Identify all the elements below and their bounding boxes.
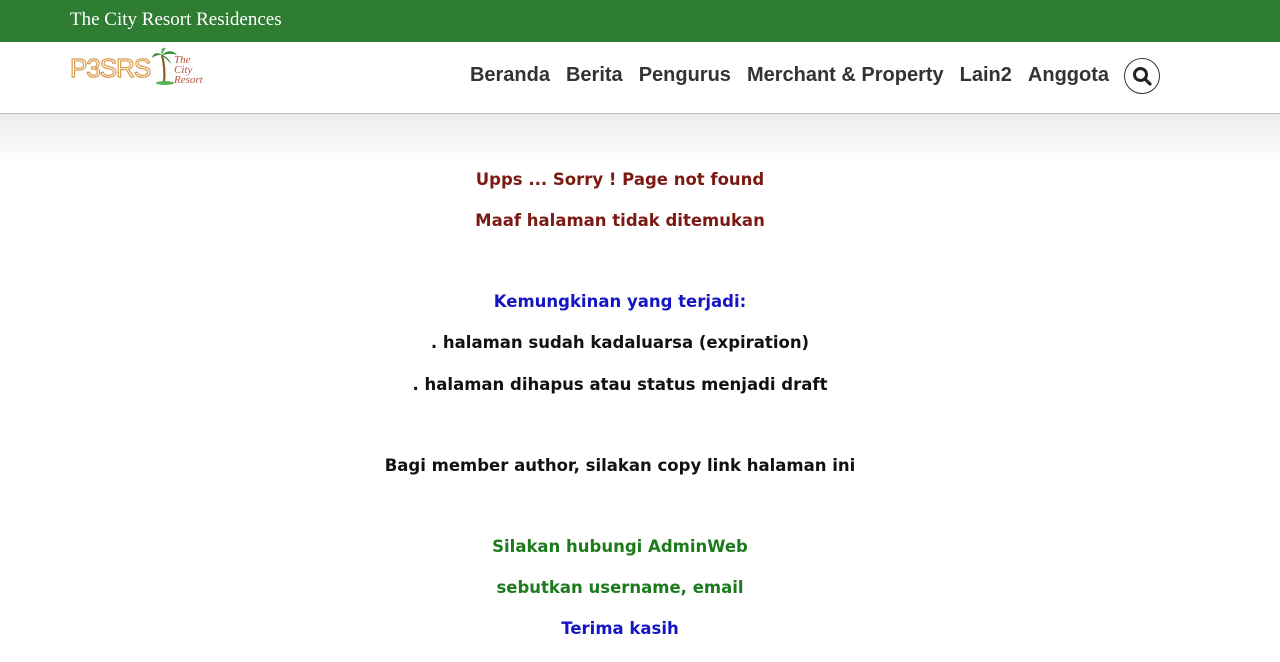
nav-item-beranda[interactable]: Beranda xyxy=(469,64,550,86)
nav-item-anggota[interactable]: Anggota xyxy=(1027,64,1109,86)
contact-admin: Silakan hubungi AdminWeb xyxy=(492,537,748,556)
thanks-text: Terima kasih xyxy=(561,619,679,638)
member-note: Bagi member author, silakan copy link halaman ini xyxy=(384,456,856,475)
logo-text: P3SRS xyxy=(70,53,151,83)
cause-expired: . halaman sudah kadaluarsa (expiration) xyxy=(430,333,810,352)
main-nav xyxy=(470,64,1109,87)
site-logo[interactable] xyxy=(70,47,210,87)
contact-details: sebutkan username, email xyxy=(496,578,744,597)
nav-item-lain2[interactable]: Lain2 xyxy=(959,64,1012,86)
site-name[interactable]: The City Resort Residences xyxy=(70,9,282,30)
logo-subtitle: The City Resort xyxy=(174,54,203,86)
search-button[interactable] xyxy=(1124,58,1160,94)
top-bar xyxy=(0,0,1280,42)
header xyxy=(0,42,1280,114)
nav-item-pengurus[interactable]: Pengurus xyxy=(638,64,731,86)
search-icon xyxy=(1132,66,1152,86)
error-title-id: Maaf halaman tidak ditemukan xyxy=(475,211,765,230)
error-title-en: Upps ... Sorry ! Page not found xyxy=(475,170,765,189)
nav-item-berita[interactable]: Berita xyxy=(565,64,623,86)
cause-deleted: . halaman dihapus atau status menjadi draft xyxy=(412,375,828,394)
causes-title: Kemungkinan yang terjadi: xyxy=(493,292,747,311)
header-shadow xyxy=(0,114,1280,164)
nav-item-merchant-property[interactable]: Merchant & Property xyxy=(746,64,944,86)
